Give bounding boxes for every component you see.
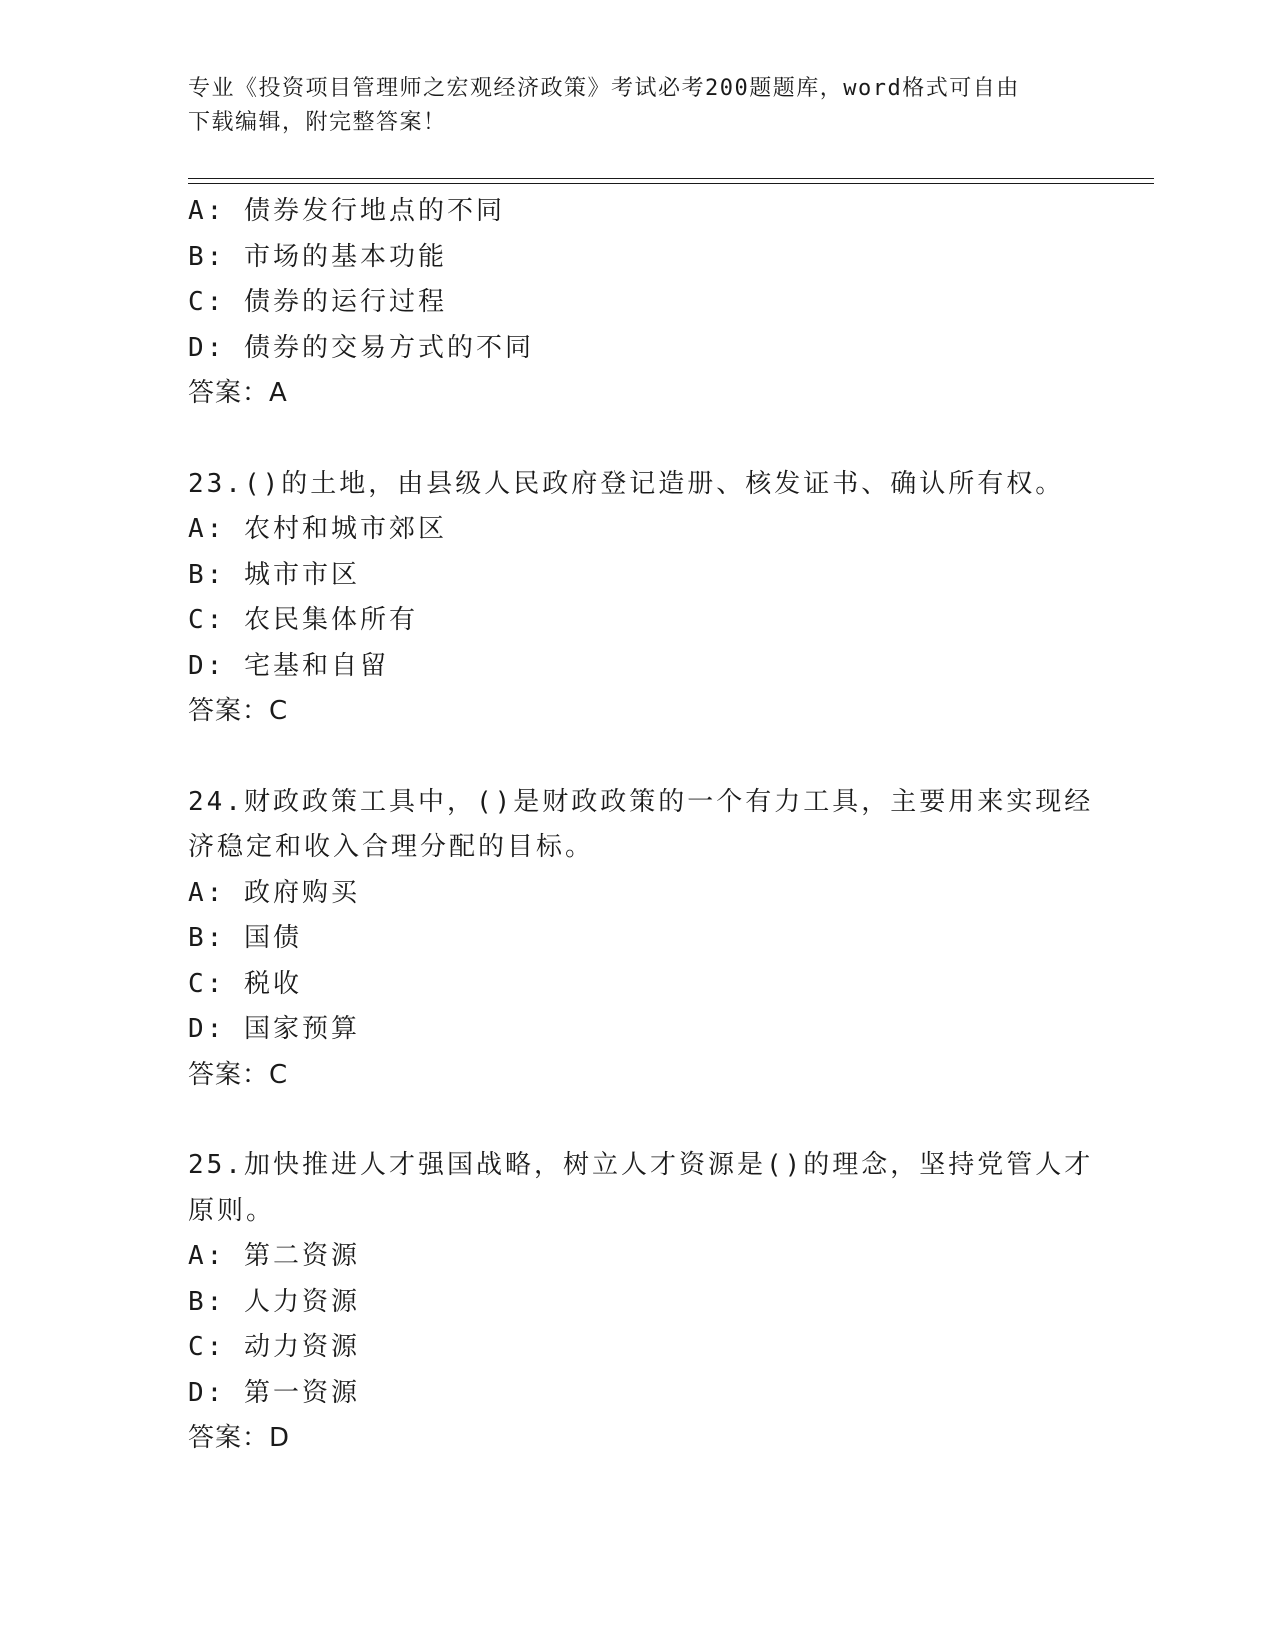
- option-d: D: 宅基和自留: [188, 650, 389, 681]
- question-23: [188, 462, 1088, 735]
- answer: 答案：D: [188, 1423, 291, 1453]
- header-line-2: 下载编辑，附完整答案！: [188, 110, 447, 135]
- option-b: B: 城市市区: [188, 559, 360, 590]
- option-b: B: 国债: [188, 923, 302, 953]
- question-text-line-1: 24.财政政策工具中，()是财政政策的一个有力工具，主要用来实现经: [188, 786, 1094, 817]
- question-text-line-1: 25.加快推进人才强国战略，树立人才资源是()的理念，坚持党管人才: [188, 1150, 1094, 1180]
- option-b: B: 人力资源: [188, 1286, 360, 1317]
- answer: 答案：C: [188, 1059, 289, 1090]
- question-list: [188, 189, 1094, 1462]
- question-25: [188, 1143, 1094, 1462]
- spacer: [188, 1098, 1088, 1143]
- answer: 答案：C: [188, 696, 289, 726]
- header-divider-bottom: [188, 183, 1154, 184]
- option-a: A: 农村和城市郊区: [188, 514, 447, 544]
- option-d: D: 第一资源: [188, 1377, 360, 1408]
- document-header: [188, 72, 1088, 140]
- option-d: D: 国家预算: [188, 1014, 360, 1044]
- option-b: B: 市场的基本功能: [188, 241, 447, 272]
- option-a: A: 第二资源: [188, 1241, 360, 1271]
- question-22: [188, 189, 1088, 417]
- option-d: D: 债券的交易方式的不同: [188, 332, 534, 363]
- answer: 答案：A: [188, 378, 288, 408]
- question-text-line-2: 济稳定和收入合理分配的目标。: [188, 832, 595, 862]
- question-text-line-2: 原则。: [188, 1195, 276, 1226]
- spacer: [188, 735, 1088, 780]
- header-line-1: 专业《投资项目管理师之宏观经济政策》考试必考200题题库，word格式可自由: [188, 76, 1020, 101]
- option-c: C: 农民集体所有: [188, 605, 418, 635]
- question-24: [188, 780, 1094, 1099]
- spacer: [188, 417, 1088, 462]
- option-c: C: 税收: [188, 968, 302, 999]
- option-c: C: 动力资源: [188, 1332, 360, 1362]
- question-text: 23.()的土地，由县级人民政府登记造册、核发证书、确认所有权。: [188, 468, 1065, 499]
- option-a: A: 债券发行地点的不同: [188, 196, 505, 226]
- option-c: C: 债券的运行过程: [188, 287, 447, 317]
- option-a: A: 政府购买: [188, 877, 360, 908]
- header-divider-top: [188, 178, 1154, 179]
